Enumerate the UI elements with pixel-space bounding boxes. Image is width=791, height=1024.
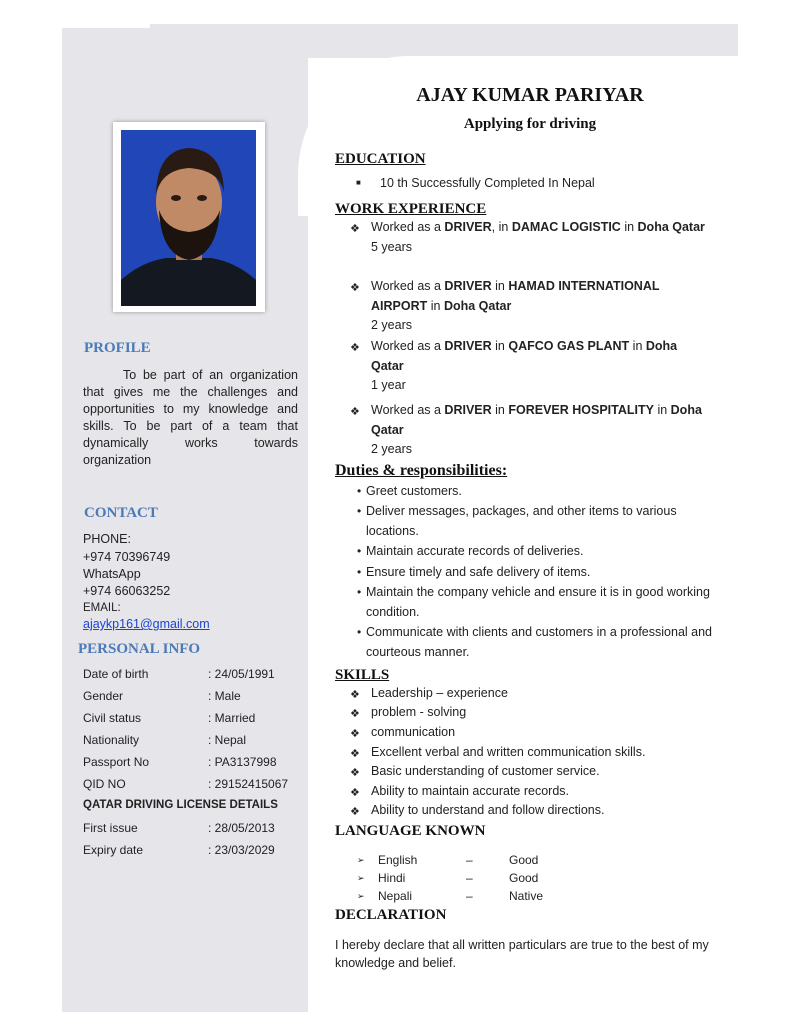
work-experience-heading: WORK EXPERIENCE	[335, 201, 487, 217]
diamond-bullet-icon: ❖	[350, 806, 360, 818]
square-bullet-icon: ■	[356, 178, 361, 187]
dot-bullet-icon: •	[357, 585, 362, 599]
first-issue-label: First issue	[83, 821, 138, 835]
contact-heading: CONTACT	[84, 505, 158, 521]
dob-value: : 24/05/1991	[208, 667, 275, 681]
profile-heading: PROFILE	[84, 340, 151, 356]
work-place: Doha Qatar	[371, 403, 702, 437]
work-prefix: Worked as a	[371, 339, 445, 353]
skill-item: Basic understanding of customer service.	[371, 764, 600, 778]
work-duration: 1 year	[371, 378, 406, 392]
diamond-bullet-icon: ❖	[350, 689, 360, 701]
gender-value: : Male	[208, 689, 241, 703]
language-sep: –	[466, 889, 473, 903]
skills-heading: SKILLS	[335, 667, 390, 683]
personal-info-heading: PERSONAL INFO	[78, 641, 201, 657]
diamond-bullet-icon: ❖	[350, 708, 360, 720]
civil-status-value: : Married	[208, 711, 256, 725]
skill-item: Ability to understand and follow directions.	[371, 803, 605, 817]
duty-item: Communicate with clients and customers in a professional and courteous manner.	[366, 625, 713, 659]
diamond-bullet-icon: ❖	[350, 342, 360, 354]
diamond-bullet-icon: ❖	[350, 282, 360, 294]
skill-item: Ability to maintain accurate records.	[371, 784, 570, 798]
skill-item: problem - solving	[371, 705, 467, 719]
duty-item: Ensure timely and safe delivery of items.	[366, 565, 591, 579]
duty-item: Maintain accurate records of deliveries.	[366, 544, 584, 558]
applying-for: Applying for driving	[463, 116, 597, 132]
work-item	[371, 218, 706, 257]
whatsapp-number: +974 66063252	[83, 584, 171, 598]
duty-item: Greet customers.	[366, 484, 462, 498]
dot-bullet-icon: •	[357, 565, 362, 579]
work-company: FOREVER HOSPITALITY	[508, 403, 654, 417]
work-in: in	[629, 339, 646, 353]
profile-text: To be part of an organization that gives me the challenges and opportunities to my knowledge and skills. To be part of a team that dynamically works towards organization	[83, 368, 298, 467]
nationality-value: : Nepal	[208, 733, 247, 747]
work-item	[371, 401, 706, 460]
arrow-bullet-icon: ➢	[357, 891, 365, 901]
work-company: QAFCO GAS PLANT	[508, 339, 630, 353]
work-in: in	[653, 403, 671, 417]
qid-label: QID NO	[83, 777, 126, 791]
language-sep: –	[466, 871, 473, 885]
diamond-bullet-icon: ❖	[350, 728, 360, 740]
nationality-label: Nationality	[83, 733, 140, 747]
work-place: Doha Qatar	[443, 298, 512, 313]
education-item: 10 th Successfully Completed In Nepal	[380, 176, 595, 190]
work-role: DRIVER	[444, 279, 492, 293]
language-heading: LANGUAGE KNOWN	[335, 823, 486, 839]
skill-item: communication	[371, 725, 456, 739]
skill-item: Excellent verbal and written communication skills.	[371, 745, 646, 759]
candidate-name: AJAY KUMAR PARIYAR	[416, 84, 644, 106]
dob-label: Date of birth	[83, 667, 149, 681]
declaration-heading: DECLARATION	[335, 907, 447, 923]
whatsapp-label: WhatsApp	[83, 567, 141, 581]
duty-item: Deliver messages, packages, and other items to various locations.	[366, 504, 677, 538]
diamond-bullet-icon: ❖	[350, 767, 360, 779]
work-role: DRIVER	[444, 403, 492, 417]
dot-bullet-icon: •	[357, 484, 362, 498]
declaration-text: I hereby declare that all written particulars are true to the best of my knowledge and belief.	[335, 938, 709, 970]
license-heading: QATAR DRIVING LICENSE DETAILS	[83, 799, 278, 811]
language-level: Native	[509, 889, 544, 903]
language-level: Good	[509, 853, 539, 867]
dot-bullet-icon: •	[357, 504, 362, 518]
language-sep: –	[466, 853, 473, 867]
work-place: Doha Qatar	[637, 220, 705, 234]
diamond-bullet-icon: ❖	[350, 748, 360, 760]
work-role: DRIVER	[444, 339, 492, 353]
language-name: Hindi	[378, 871, 406, 885]
language-name: English	[378, 853, 418, 867]
work-company: HAMAD INTERNATIONAL AIRPORT	[371, 279, 660, 313]
expiry-date-label: Expiry date	[83, 843, 144, 857]
gender-label: Gender	[83, 689, 124, 703]
arrow-bullet-icon: ➢	[357, 873, 365, 883]
arrow-bullet-icon: ➢	[357, 855, 365, 865]
work-mid: , in	[491, 220, 512, 234]
phone-label: PHONE:	[83, 532, 131, 546]
diamond-bullet-icon: ❖	[350, 406, 360, 418]
work-mid: in	[491, 403, 509, 417]
work-prefix: Worked as a	[371, 220, 445, 234]
work-mid: in	[491, 339, 509, 353]
work-duration: 2 years	[371, 442, 412, 456]
dot-bullet-icon: •	[357, 625, 362, 639]
work-company: DAMAC LOGISTIC	[511, 220, 621, 234]
work-prefix: Worked as a	[371, 403, 445, 417]
work-prefix: Worked as a	[371, 279, 445, 293]
civil-status-label: Civil status	[83, 711, 142, 725]
work-in: in	[427, 298, 444, 313]
qid-value: : 29152415067	[208, 777, 289, 791]
work-duration: 5 years	[371, 239, 412, 254]
first-issue-value: : 28/05/2013	[208, 821, 275, 835]
profile-photo	[121, 130, 256, 306]
work-item	[371, 337, 706, 396]
duties-heading: Duties & responsibilities:	[335, 462, 508, 479]
work-place: Doha Qatar	[371, 339, 678, 373]
diamond-bullet-icon: ❖	[350, 787, 360, 799]
passport-value: : PA3137998	[208, 755, 277, 769]
education-heading: EDUCATION	[335, 151, 426, 167]
profile-photo-frame	[113, 122, 265, 312]
diamond-bullet-icon: ❖	[350, 223, 360, 235]
dot-bullet-icon: •	[357, 544, 362, 558]
email-link[interactable]: ajaykp161@gmail.com	[83, 617, 210, 631]
passport-label: Passport No	[83, 755, 150, 769]
work-in: in	[620, 220, 638, 234]
work-item	[371, 277, 706, 336]
work-role: DRIVER	[444, 220, 492, 234]
expiry-date-value: : 23/03/2029	[208, 843, 275, 857]
work-duration: 2 years	[371, 318, 412, 332]
duty-item: Maintain the company vehicle and ensure it is in good working condition.	[366, 585, 710, 619]
language-name: Nepali	[378, 889, 413, 903]
email-label: EMAIL:	[83, 602, 121, 614]
skill-item: Leadership – experience	[371, 686, 508, 700]
phone-number: +974 70396749	[83, 550, 171, 564]
work-mid: in	[491, 279, 509, 293]
language-level: Good	[509, 871, 539, 885]
